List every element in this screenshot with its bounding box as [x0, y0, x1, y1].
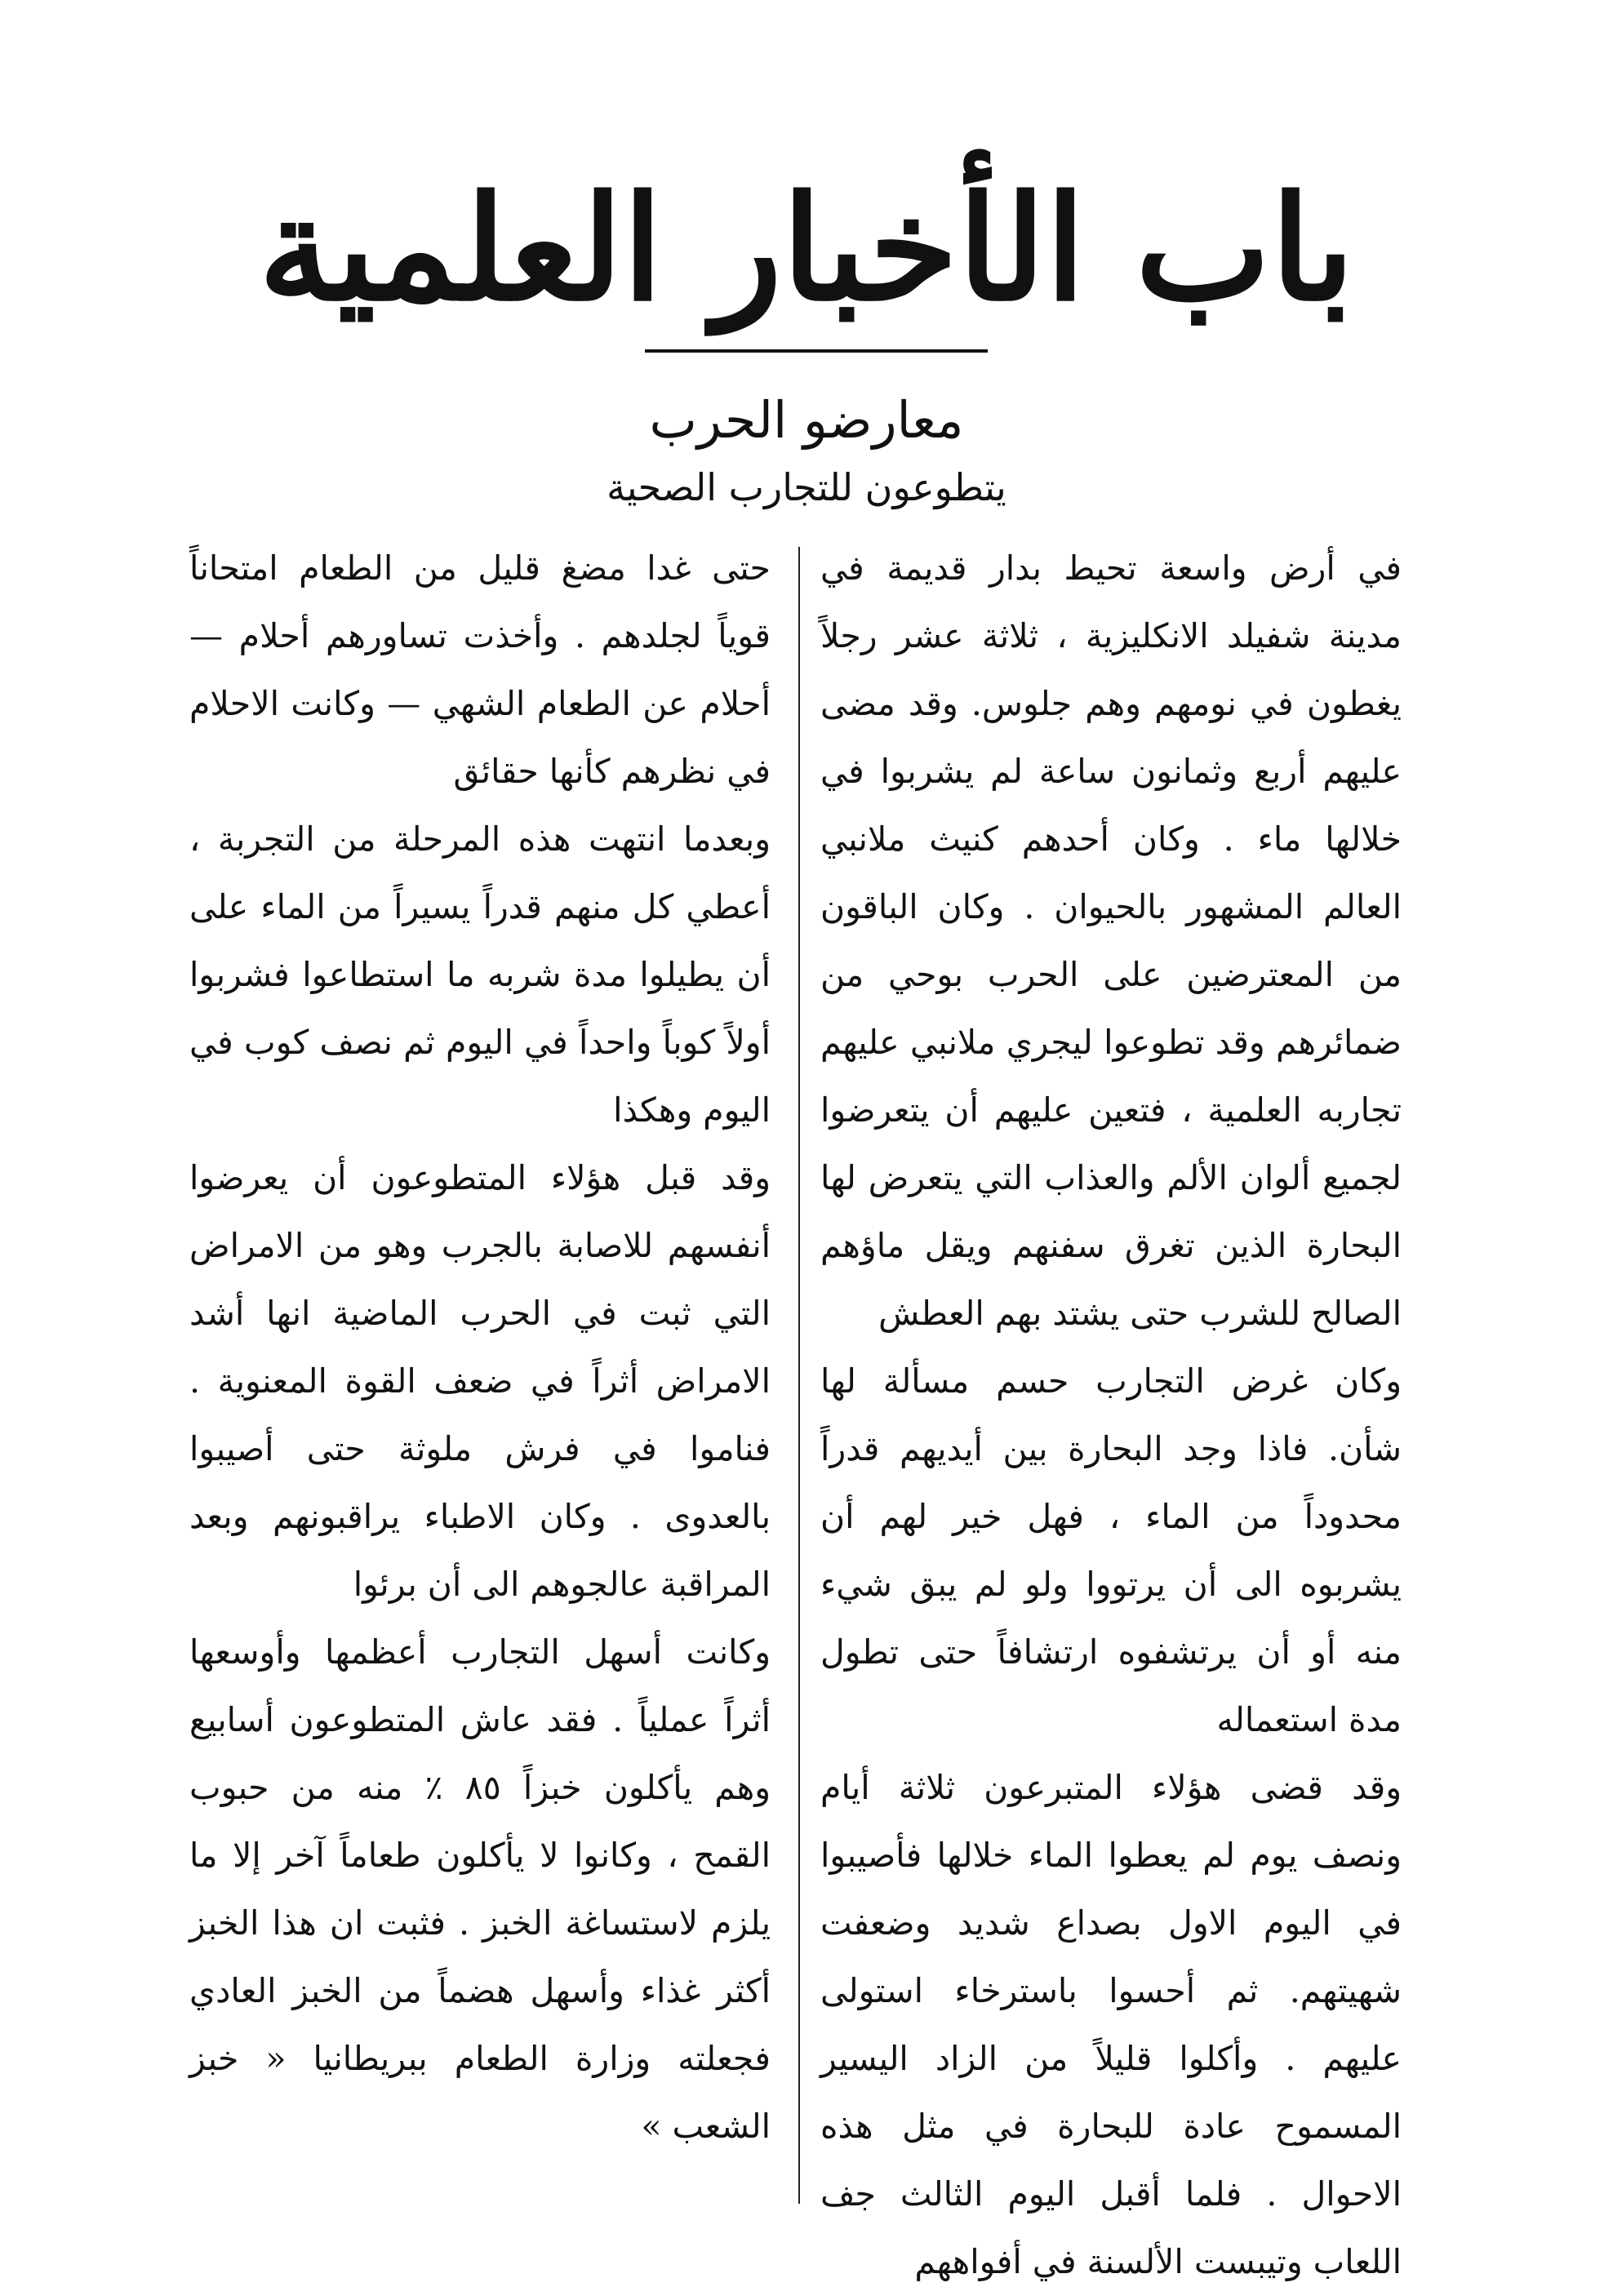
paragraph: وبعدما انتهت هذه المرحلة من التجربة ، أعطي كل منهم قدراً يسيراً من الماء على أن يطيلوا مدة شربه ما استطاعوا فشربوا أولاً كوباً واحداً في اليوم ثم نصف كوب في اليوم وهكذا: [189, 819, 771, 1130]
masthead-title: باب الأخبار العلمية: [258, 164, 1355, 333]
paragraph: وكان غرض التجارب حسم مسألة لها شأن. فاذا وجد البحارة بين أيديهم قدراً محدوداً من الماء ، فهل خير لهم أن يشربوه الى أن يرتووا ولو لم يبق شيء منه أو أن يرتشفوه ارتشافاً حتى تطول مدة استعماله: [820, 1361, 1402, 1739]
article-column-left: [189, 535, 771, 2161]
article-headline: معارضو الحرب: [649, 390, 964, 450]
section-masthead: [0, 147, 1613, 351]
paragraph: وقد قضى هؤلاء المتبرعون ثلاثة أيام ونصف يوم لم يعطوا الماء خلالها فأصيبوا في اليوم الاول بصداع شديد وضعفت شهيتهم. ثم أحسوا باسترخاء استولى عليهم . وأكلوا قليلاً من الزاد اليسير المسموح عادة للبحارة في مثل هذه الاحوال . فلما أقبل اليوم الثالث جف اللعاب وتيبست الألسنة في أفواههم: [820, 1768, 1402, 2281]
column-divider: [798, 547, 800, 2204]
article-column-right: [820, 535, 1402, 2296]
paragraph: حتى غدا مضغ قليل من الطعام امتحاناً قوياً لجلدهم . وأخذت تساورهم أحلام — أحلام عن الطعام الشهي — وكانت الاحلام في نظرهم كأنها حقائق: [189, 548, 771, 791]
masthead-rule: [645, 349, 988, 353]
article-subheadline: يتطوعون للتجارب الصحية: [607, 465, 1006, 509]
paragraph: في أرض واسعة تحيط بدار قديمة في مدينة شفيلد الانكليزية ، ثلاثة عشر رجلاً يغطون في نومهم وهم جلوس. وقد مضى عليهم أربع وثمانون ساعة لم يشربوا في خلالها ماء . وكان أحدهم كنيث ملانبي العالم المشهور بالحيوان . وكان الباقون من المعترضين على الحرب بوحي من ضمائرهم وقد تطوعوا ليجري ملانبي عليهم تجاربه العلمية ، فتعين عليهم أن يتعرضوا لجميع ألوان الألم والعذاب التي يتعرض لها البحارة الذين تغرق سفنهم ويقل ماؤهم الصالح للشرب حتى يشتد بهم العطش: [820, 548, 1402, 1333]
paragraph: وكانت أسهل التجارب أعظمها وأوسعها أثراً عملياً . فقد عاش المتطوعون أسابيع وهم يأكلون خبزاً ٨٥ ٪ منه من حبوب القمح ، وكانوا لا يأكلون طعاماً آخر إلا ما يلزم لاستساغة الخبز . فثبت ان هذا الخبز أكثر غذاء وأسهل هضماً من الخبز العادي فجعلته وزارة الطعام ببريطانيا « خبز الشعب »: [189, 1632, 771, 2146]
paragraph: وقد قبل هؤلاء المتطوعون أن يعرضوا أنفسهم للاصابة بالجرب وهو من الامراض التي ثبت في الحرب الماضية انها أشد الامراض أثراً في ضعف القوة المعنوية . فناموا في فرش ملوثة حتى أصيبوا بالعدوى . وكان الاطباء يراقبونهم وبعد المراقبة عالجوهم الى أن برئوا: [189, 1158, 771, 1604]
